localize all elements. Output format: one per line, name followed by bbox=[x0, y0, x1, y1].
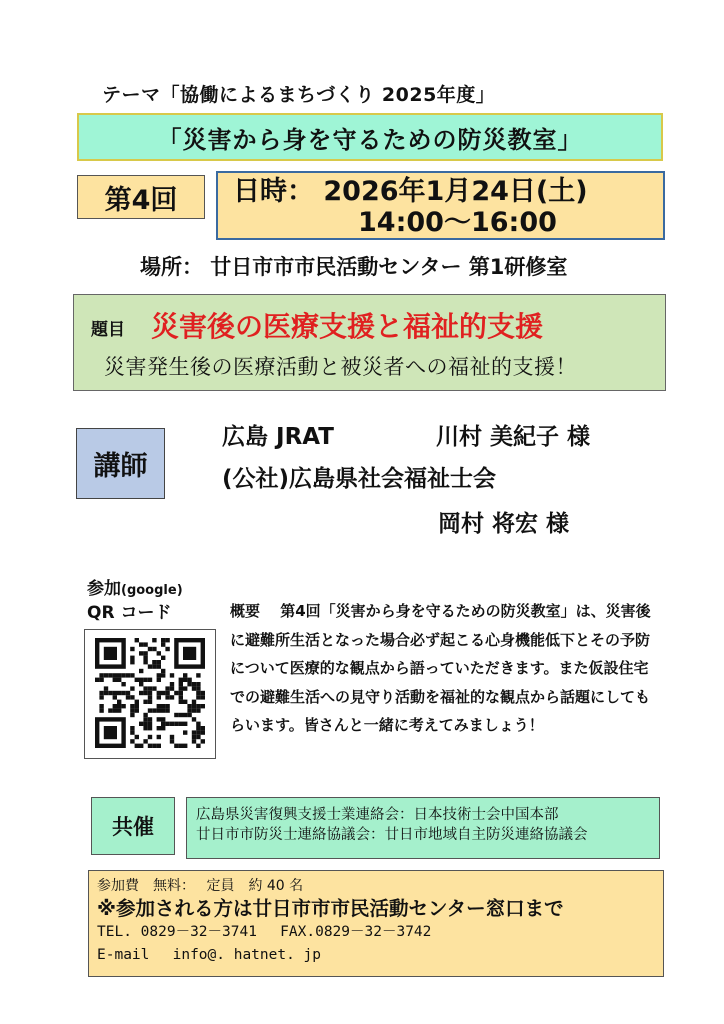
lecturer-org-1: 広島 JRAT bbox=[222, 424, 334, 450]
tel-fax: TEL. 0829－32－3741 FAX.0829－32－3742 bbox=[97, 924, 432, 940]
datetime-box bbox=[216, 171, 665, 240]
qr-caption bbox=[87, 578, 183, 624]
qr-code-image[interactable] bbox=[85, 630, 215, 758]
qr-caption-main: 参加 bbox=[87, 579, 121, 599]
lecturer-name-1: 川村 美紀子 様 bbox=[436, 424, 591, 450]
topic-title: 災害後の医療支援と福祉的支援 bbox=[151, 310, 544, 343]
lecturer-badge bbox=[76, 428, 165, 499]
venue-line: 場所： 廿日市市市民活動センター 第1研修室 bbox=[140, 255, 568, 279]
lecturer-org-2: (公社)広島県社会福祉士会 bbox=[222, 466, 497, 492]
date-line: 日時： 2026年1月24日(土) bbox=[233, 176, 588, 207]
cosponsor-orgs bbox=[186, 797, 660, 859]
theme-line: テーマ「協働によるまちづくり 2025年度」 bbox=[102, 84, 496, 106]
series-title-banner bbox=[77, 113, 663, 161]
qr-code-frame[interactable] bbox=[84, 629, 216, 759]
qr-caption-line2: QR コード bbox=[87, 603, 172, 623]
round-label: 第4回 bbox=[104, 184, 178, 216]
cosponsor-org-1: 広島県災害復興支援士業連絡会：日本技術士会中国本部 bbox=[196, 807, 559, 823]
topic-box bbox=[73, 294, 666, 391]
cosponsor-org-2: 廿日市市防災士連絡協議会：廿日市地域自主防災連絡協議会 bbox=[196, 827, 588, 843]
registration-info bbox=[88, 870, 664, 977]
topic-label: 題目 bbox=[91, 320, 125, 340]
round-badge bbox=[77, 175, 205, 219]
apply-note: ※参加される方は廿日市市市民活動センター窓口まで bbox=[97, 897, 564, 920]
series-title: 「災害から身を守るための防災教室」 bbox=[157, 125, 583, 154]
cosponsor-badge bbox=[91, 797, 175, 855]
email-address[interactable]: E-mail info@. hatnet. jp bbox=[97, 947, 322, 963]
event-summary: 概要 第4回「災害から身を守るための防災教室」は、災害後に避難所生活となった場合必ず起こる心身機能低下とその予防について医療的な観点から語っていただきます。また仮設住宅での避難生活への見守り活動を福祉的な観点から話題にしてもらいます。皆さんと一緒に考えてみましょう！ bbox=[230, 602, 651, 734]
lecturer-name-2: 岡村 将宏 様 bbox=[438, 511, 570, 537]
cosponsor-label: 共催 bbox=[112, 815, 154, 839]
lecturer-label: 講師 bbox=[93, 451, 148, 482]
time-line: 14:00〜16:00 bbox=[358, 207, 557, 238]
topic-subtitle: 災害発生後の医療活動と被災者への福祉的支援！ bbox=[104, 355, 577, 379]
fee-capacity: 参加費 無料： 定員 約 40 名 bbox=[97, 878, 304, 894]
qr-caption-google: (google) bbox=[121, 583, 183, 598]
